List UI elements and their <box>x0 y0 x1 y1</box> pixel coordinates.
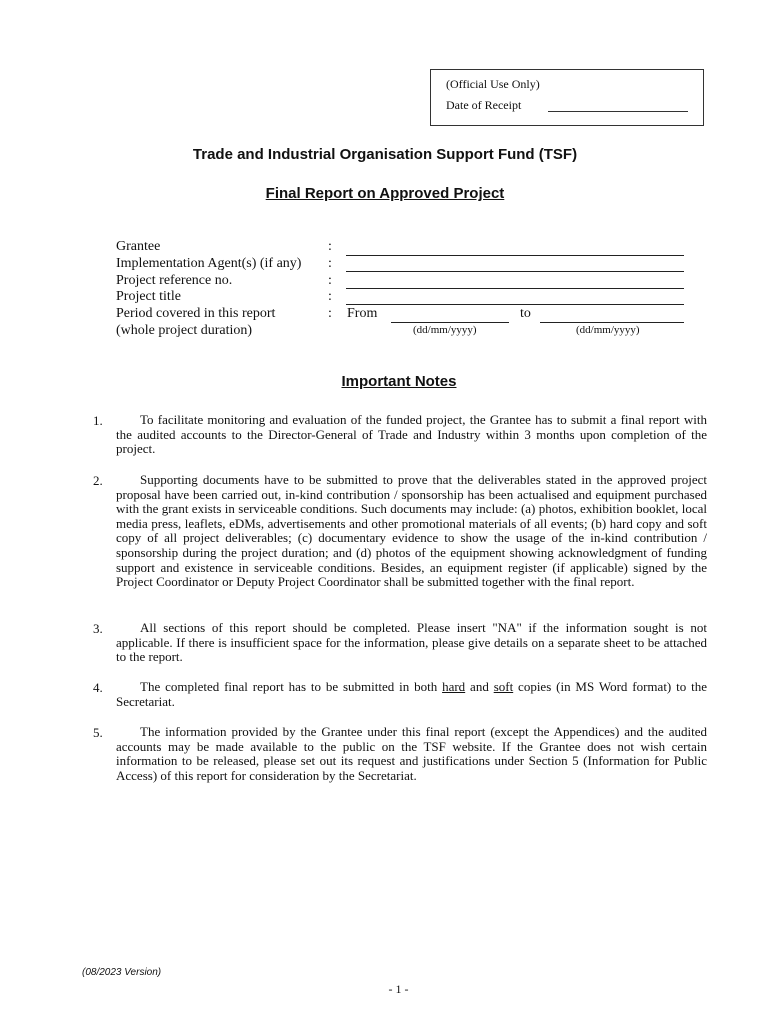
date-of-receipt-label: Date of Receipt <box>446 98 522 112</box>
project-title-label: Project title <box>116 289 181 304</box>
period-from-label: From <box>347 306 378 321</box>
period-to-label: to <box>520 306 531 321</box>
note-number: 4. <box>93 680 103 695</box>
hard-copy-emphasis: hard <box>442 679 466 694</box>
implementation-agent-field[interactable] <box>346 271 684 272</box>
implementation-agent-label: Implementation Agent(s) (if any) <box>116 256 302 271</box>
from-date-format: (dd/mm/yyyy) <box>413 324 477 336</box>
grantee-colon: : <box>328 239 332 254</box>
period-sub-label: (whole project duration) <box>116 323 253 338</box>
period-colon: : <box>328 306 332 321</box>
project-reference-colon: : <box>328 273 332 288</box>
grantee-label: Grantee <box>116 239 161 254</box>
project-title-field[interactable] <box>346 304 684 305</box>
important-notes-heading: Important Notes <box>341 373 457 390</box>
official-use-box <box>430 69 704 126</box>
note-number: 3. <box>93 621 103 636</box>
project-reference-field[interactable] <box>346 288 684 289</box>
note-paragraph: The information provided by the Grantee under this final report (except the Appendices) and the audited accounts may be made available to the public on the TSF website. If the Grantee does not wish certain information to be released, please set out its request and justifications under Section 5 (Information for Public Access) of this report for consideration by the Secretariat. <box>116 724 707 783</box>
page-number: - 1 - <box>388 982 409 996</box>
note-number: 1. <box>93 413 103 428</box>
note-paragraph: Supporting documents have to be submitted to prove that the deliverables stated in the approved project proposal have been carried out, in-kind contribution / sponsorship has been actualised and equipment purchased with the grant exists in serviceable conditions. Such documents may include: (a) photos, exhibition booklet, local media press, leaflets, eDMs, advertisements and other promotional materials of all events; (b) hard copy and soft copy of all project deliverables; (c) documentary evidence to show the usage of the in-kind contribution / sponsorship during the project duration; and (d) photos of the equipment showing acknowledgment of funding support and existence in serviceable conditions. Besides, an equipment register (if applicable) signed by the Project Coordinator or Deputy Project Coordinator shall be submitted together with the final report. <box>116 472 707 590</box>
document-title: Trade and Industrial Organisation Support Fund (TSF) <box>192 146 578 163</box>
note-number: 5. <box>93 725 103 740</box>
project-reference-label: Project reference no. <box>116 273 233 288</box>
version-label: (08/2023 Version) <box>82 967 162 978</box>
note-number: 2. <box>93 473 103 488</box>
implementation-agent-colon: : <box>328 256 332 271</box>
official-use-label: (Official Use Only) <box>446 77 540 91</box>
date-of-receipt-field[interactable] <box>548 111 688 112</box>
document-subtitle: Final Report on Approved Project <box>265 185 505 202</box>
note-paragraph: All sections of this report should be completed. Please insert "NA" if the information sought is not applicable. If there is insufficient space for the information, please give details on a separate sheet to be attached to the report. <box>116 620 707 665</box>
soft-copy-emphasis: soft <box>493 679 514 694</box>
project-title-colon: : <box>328 289 332 304</box>
grantee-field[interactable] <box>346 255 684 256</box>
note-paragraph: The completed final report has to be submitted in both hard and soft copies (in MS Word format) to the Secretariat. <box>116 679 707 709</box>
period-to-field[interactable] <box>540 322 684 323</box>
period-from-field[interactable] <box>391 322 509 323</box>
to-date-format: (dd/mm/yyyy) <box>576 324 640 336</box>
period-label: Period covered in this report <box>116 306 276 321</box>
note-paragraph: To facilitate monitoring and evaluation of the funded project, the Grantee has to submit a final report with the audited accounts to the Director-General of Trade and Industry within 3 months upon completion of the project. <box>116 412 707 457</box>
